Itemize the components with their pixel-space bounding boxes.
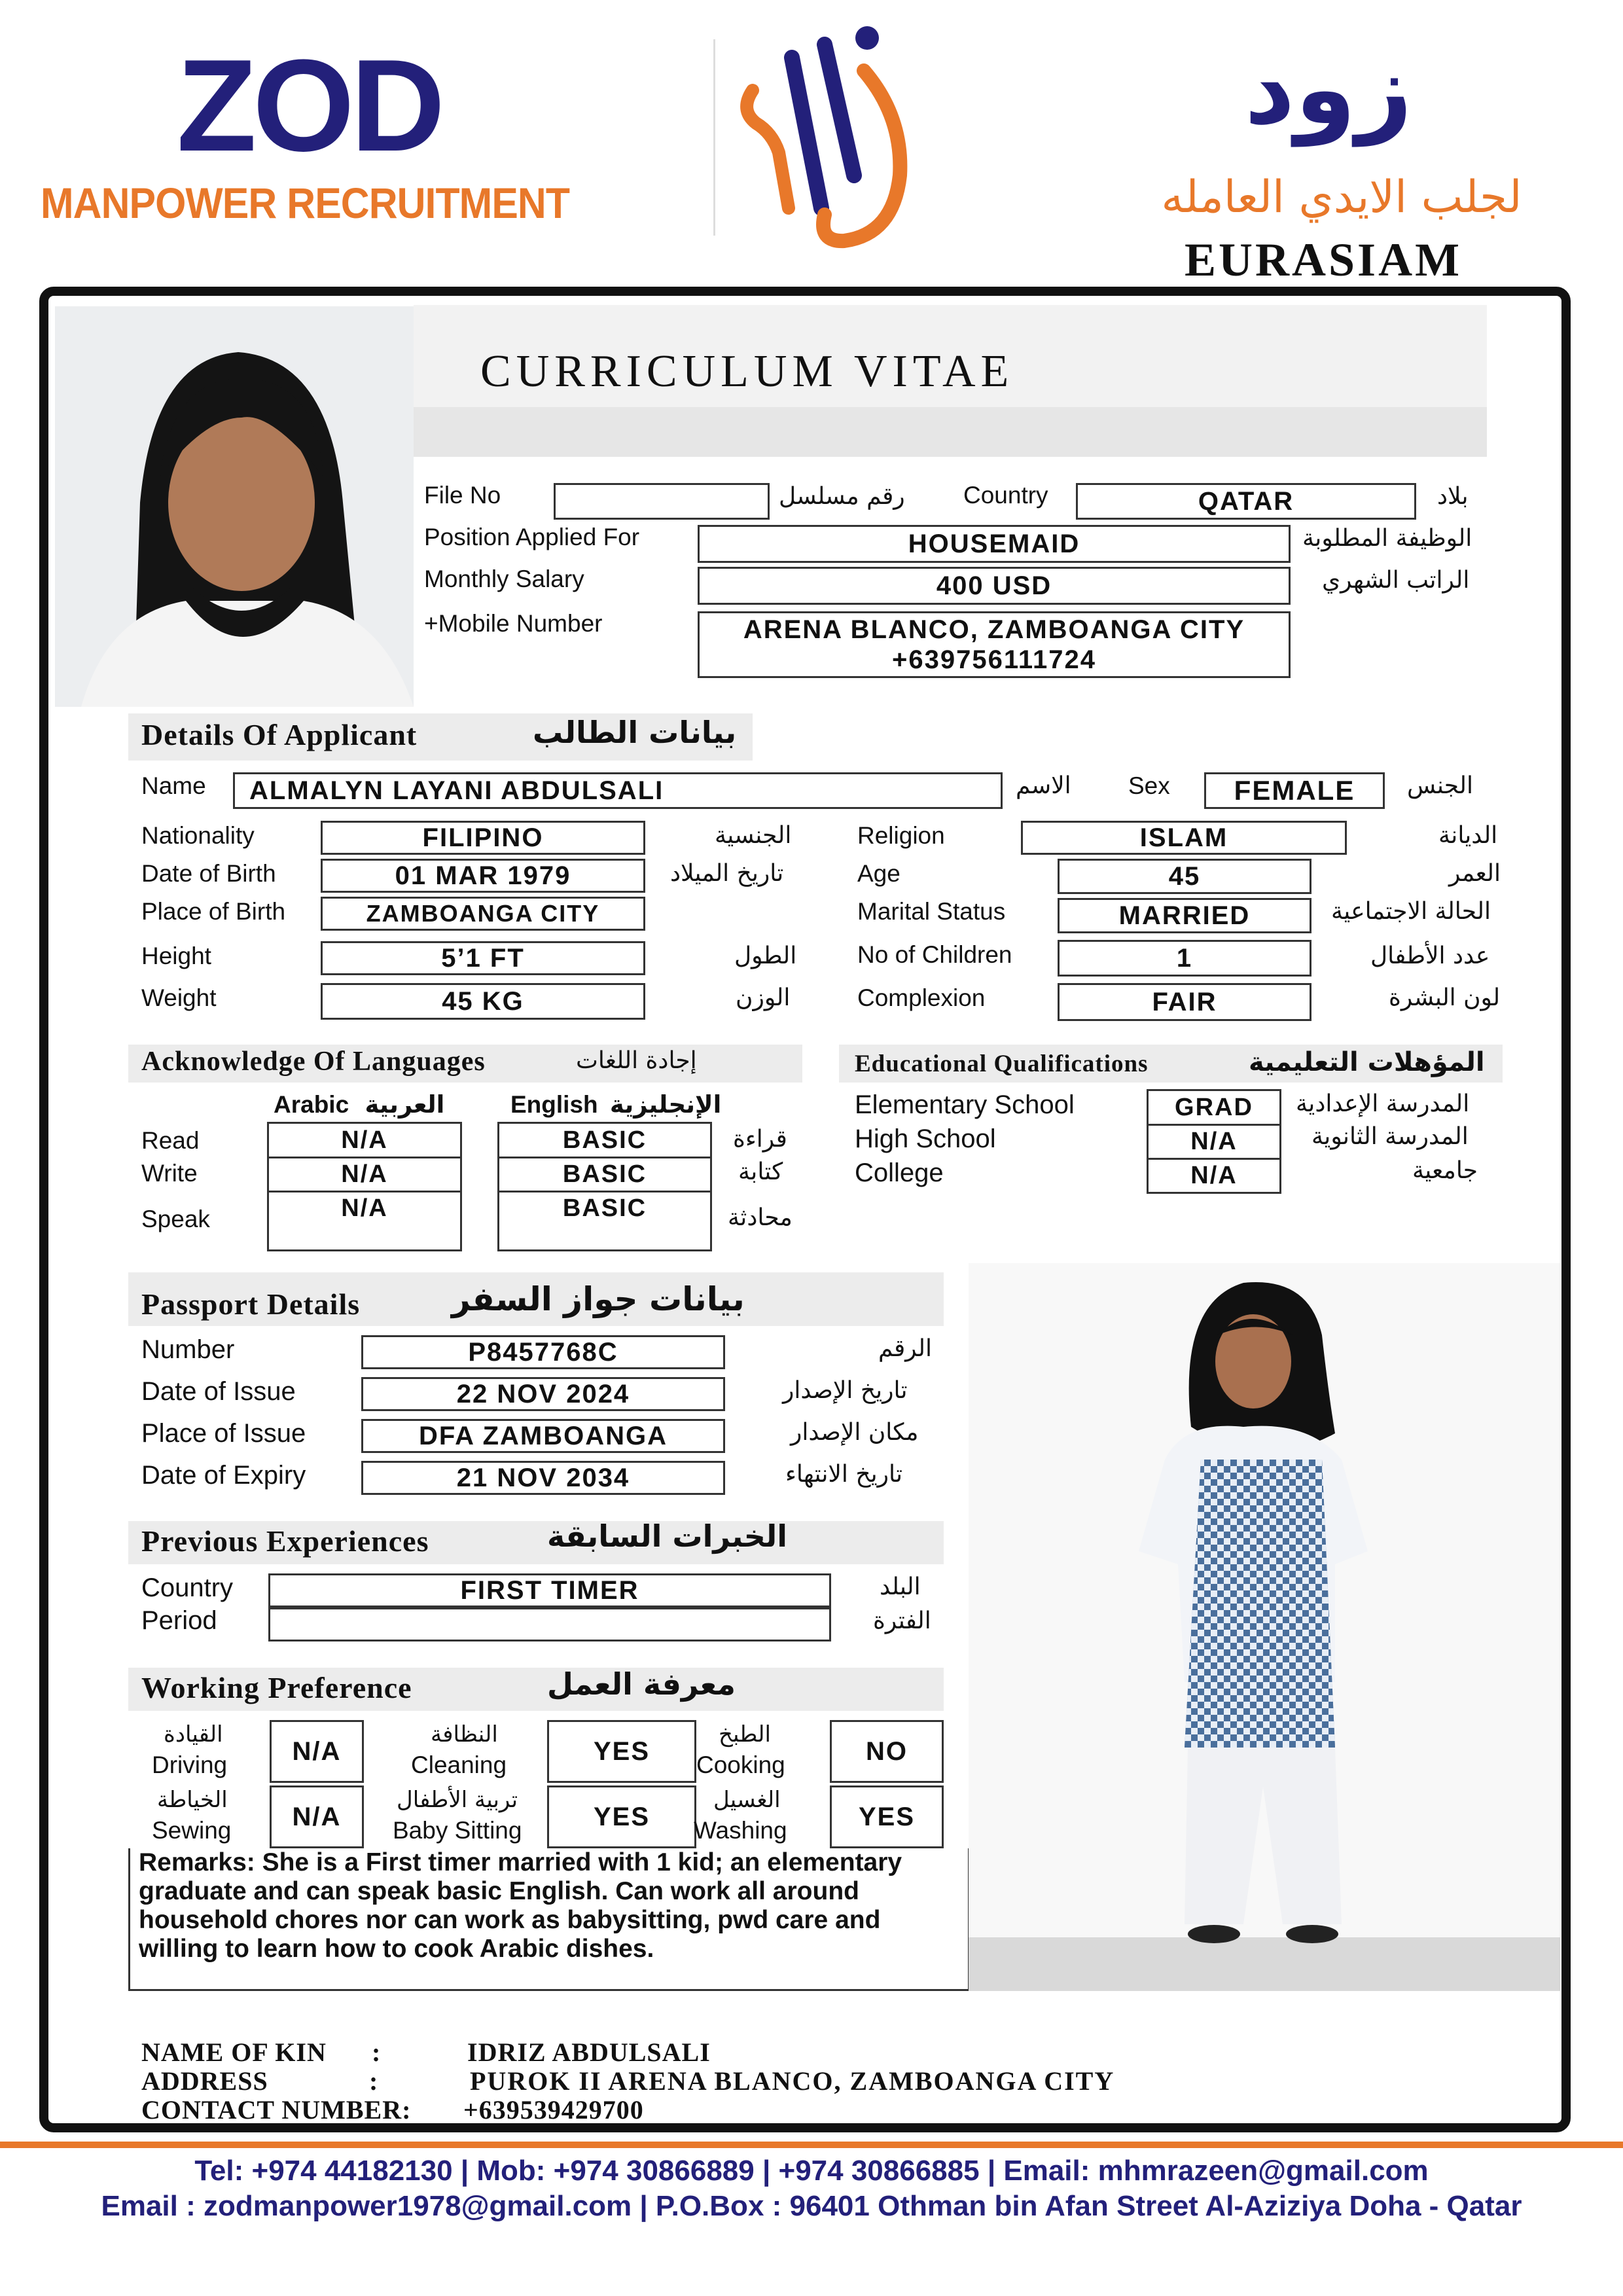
english-speak-value[interactable]: BASIC: [562, 1194, 647, 1222]
kin-contact-label: CONTACT NUMBER:: [141, 2095, 412, 2125]
pob-label: Place of Birth: [141, 898, 286, 925]
issue-date-label-ar: تاريخ الإصدار: [783, 1377, 908, 1404]
logo-divider: [713, 39, 715, 236]
applicant-portrait-photo: [55, 306, 414, 707]
baby-sitting-label-ar: تربية الأطفال: [397, 1787, 518, 1813]
cooking-label-ar: الطبخ: [719, 1721, 771, 1748]
emblem-stroke-orange-left: [747, 90, 789, 208]
exp-country-label: Country: [141, 1573, 234, 1602]
emblem-stroke-navy-2: [825, 45, 854, 175]
english-grid-divider-2: [499, 1191, 710, 1193]
footer-line-2: Email : zodmanpower1978@gmail.com | P.O.Box : 96401 Othman bin Afan Street Al-Aziziya Doha - Qatar: [101, 2190, 1522, 2222]
kin-name-label: NAME OF KIN: [141, 2037, 327, 2067]
washing-label-ar: الغسيل: [713, 1787, 781, 1813]
name-field[interactable]: ALMALYN LAYANI ABDULSALI: [233, 772, 1003, 809]
cleaning-label: Cleaning: [411, 1751, 507, 1778]
age-label: Age: [857, 860, 901, 887]
emblem-dot: [855, 26, 879, 50]
emblem-stroke-navy-1: [792, 58, 821, 208]
complexion-label-ar: لون البشرة: [1389, 984, 1501, 1011]
position-field[interactable]: HOUSEMAID: [698, 525, 1291, 563]
preference-section-title-ar: معرفة العمل: [547, 1666, 736, 1702]
exp-period-field[interactable]: [268, 1607, 831, 1641]
cooking-label: Cooking: [696, 1751, 785, 1778]
height-field[interactable]: 5’1 FT: [321, 941, 645, 975]
arabic-col-label-ar: العربية: [365, 1090, 445, 1119]
weight-field[interactable]: 45 KG: [321, 983, 645, 1020]
sex-label-ar: الجنس: [1407, 772, 1473, 799]
driving-label-ar: القيادة: [164, 1721, 223, 1748]
mobile-field[interactable]: [698, 611, 1291, 678]
marital-status-field[interactable]: MARRIED: [1058, 898, 1311, 933]
college-label: College: [855, 1158, 944, 1187]
kin-contact-value: +639539429700: [463, 2095, 644, 2125]
nationality-field[interactable]: FILIPINO: [321, 821, 645, 855]
religion-field[interactable]: ISLAM: [1021, 821, 1347, 855]
english-write-value[interactable]: BASIC: [562, 1160, 647, 1188]
highschool-label: High School: [855, 1124, 996, 1153]
arabic-write-value[interactable]: N/A: [341, 1160, 388, 1188]
weight-label: Weight: [141, 984, 217, 1011]
expiry-date-field[interactable]: 21 NOV 2034: [361, 1461, 725, 1495]
education-grid-divider-2: [1149, 1158, 1279, 1160]
experience-section-title: Previous Experiences: [141, 1524, 429, 1558]
write-label: Write: [141, 1160, 198, 1187]
file-no-label: File No: [424, 482, 501, 509]
height-label: Height: [141, 942, 211, 969]
logo-right-arabic-subtitle: لجلب الايدي العامله: [1161, 171, 1522, 223]
cleaning-value[interactable]: YES: [547, 1720, 696, 1783]
nationality-label: Nationality: [141, 822, 255, 849]
mobile-label: +Mobile Number: [424, 610, 603, 637]
dob-label: Date of Birth: [141, 860, 276, 887]
country-label-ar: بلاد: [1437, 483, 1469, 510]
arabic-col-label: [274, 1090, 444, 1119]
logo-left-title: ZOD: [177, 33, 442, 179]
salary-label: Monthly Salary: [424, 565, 584, 592]
passport-section-title: Passport Details: [141, 1287, 361, 1321]
complexion-field[interactable]: FAIR: [1058, 983, 1311, 1021]
experience-section-title-ar: الخبرات السابقة: [547, 1518, 787, 1554]
cv-title: CURRICULUM VITAE: [480, 346, 1014, 397]
exp-country-label-ar: البلد: [880, 1573, 921, 1600]
arabic-read-value[interactable]: N/A: [341, 1126, 388, 1154]
nationality-label-ar: الجنسية: [715, 822, 792, 849]
arabic-speak-value[interactable]: N/A: [341, 1194, 388, 1222]
arabic-grid-divider-2: [269, 1191, 460, 1193]
sewing-value[interactable]: N/A: [270, 1785, 364, 1848]
education-grid-divider-1: [1149, 1124, 1279, 1126]
height-label-ar: الطول: [734, 942, 797, 969]
religion-label: Religion: [857, 822, 945, 849]
washing-label: Washing: [694, 1817, 787, 1844]
position-label-ar: الوظيفة المطلوبة: [1302, 525, 1472, 552]
issue-place-label-ar: مكان الإصدار: [791, 1419, 919, 1446]
children-label-ar: عدد الأطفال: [1370, 942, 1490, 969]
children-label: No of Children: [857, 941, 1012, 968]
arabic-language-grid: [267, 1122, 462, 1251]
kin-address-label: ADDRESS: [141, 2066, 268, 2096]
elementary-label-ar: المدرسة الإعدادية: [1296, 1090, 1470, 1117]
applicant-section-title: Details Of Applicant: [141, 718, 418, 751]
age-field[interactable]: 45: [1058, 859, 1311, 894]
driving-label: Driving: [152, 1751, 228, 1778]
children-field[interactable]: 1: [1058, 940, 1311, 977]
elementary-label: Elementary School: [855, 1090, 1075, 1119]
read-label-ar: قراءة: [733, 1126, 787, 1153]
languages-section-title: Acknowledge Of Languages: [141, 1047, 486, 1077]
country-field[interactable]: QATAR: [1076, 483, 1416, 520]
sewing-label: Sewing: [152, 1817, 232, 1844]
footer-divider: [0, 2142, 1623, 2148]
english-col-label-ar: الإنجليزية: [609, 1090, 722, 1119]
cleaning-label-ar: النظافة: [431, 1721, 498, 1748]
sex-field[interactable]: FEMALE: [1204, 772, 1385, 809]
dob-field[interactable]: 01 MAR 1979: [321, 859, 645, 893]
exp-period-label-ar: الفترة: [873, 1607, 931, 1634]
passport-number-label-ar: الرقم: [878, 1335, 933, 1362]
mobile-field-line-1: ARENA BLANCO, ZAMBOANGA CITY: [743, 615, 1245, 644]
exp-period-label: Period: [141, 1606, 217, 1635]
name-label: Name: [141, 772, 206, 799]
kin-name-colon: :: [372, 2037, 381, 2067]
college-label-ar: جامعية: [1412, 1157, 1478, 1184]
passport-section-title-ar: بيانات جواز السفر: [452, 1280, 745, 1318]
education-grid: [1147, 1089, 1281, 1194]
age-label-ar: العمر: [1449, 860, 1501, 887]
logo-right-english: EURASIAM: [1185, 234, 1463, 286]
speak-label-ar: محادثة: [728, 1204, 793, 1231]
weight-label-ar: الوزن: [736, 984, 791, 1011]
expiry-date-label: Date of Expiry: [141, 1461, 306, 1490]
religion-label-ar: الديانة: [1438, 822, 1498, 849]
highschool-label-ar: المدرسة الثانوية: [1311, 1123, 1469, 1150]
baby-sitting-value[interactable]: YES: [547, 1785, 696, 1848]
kin-address-value: PUROK II ARENA BLANCO, ZAMBOANGA CITY: [470, 2066, 1115, 2096]
pob-field[interactable]: ZAMBOANGA CITY: [321, 897, 645, 931]
issue-place-field[interactable]: DFA ZAMBOANGA: [361, 1419, 725, 1453]
preference-section-title: Working Preference: [141, 1671, 412, 1704]
read-label: Read: [141, 1127, 200, 1154]
education-section-title: Educational Qualifications: [855, 1050, 1149, 1077]
marital-status-label-ar: الحالة الاجتماعية: [1331, 898, 1491, 925]
kin-address-colon: :: [369, 2066, 378, 2096]
file-no-field[interactable]: [554, 483, 770, 520]
english-language-grid: [497, 1122, 712, 1251]
highschool-value[interactable]: N/A: [1190, 1128, 1238, 1155]
arabic-col-label-en: Arabic: [274, 1091, 349, 1118]
issue-date-label: Date of Issue: [141, 1377, 296, 1406]
english-read-value[interactable]: BASIC: [562, 1126, 647, 1154]
baby-sitting-label: Baby Sitting: [393, 1817, 522, 1844]
header: [0, 0, 1623, 288]
footer-line-1: Tel: +974 44182130 | Mob: +974 30866889 | +974 30866885 | Email: mhmrazeen@gmail.com: [194, 2155, 1429, 2187]
speak-label: Speak: [141, 1206, 210, 1232]
salary-field[interactable]: 400 USD: [698, 567, 1291, 605]
file-no-label-ar: رقم مسلسل: [779, 483, 905, 510]
country-label: Country: [963, 482, 1048, 509]
applicant-full-body-photo: [969, 1263, 1560, 1991]
english-grid-divider-1: [499, 1157, 710, 1158]
washing-value[interactable]: YES: [830, 1785, 944, 1848]
passport-number-label: Number: [141, 1335, 235, 1364]
write-label-ar: كتابة: [738, 1158, 783, 1185]
languages-section-title-ar: إجادة اللغات: [576, 1047, 697, 1074]
exp-country-field[interactable]: FIRST TIMER: [268, 1573, 831, 1607]
kin-name-value: IDRIZ ABDULSALI: [467, 2037, 711, 2067]
cv-title-divider: [414, 407, 1487, 457]
sex-label: Sex: [1128, 772, 1170, 799]
logo-right-arabic-title: زود: [1244, 33, 1413, 147]
remarks-text: Remarks: She is a First timer married with 1 kid; an elementary graduate and can speak basic English. Can work all around household chores nor can work as babysitting, pwd care and willing to learn how to cook Arabic dishes.: [139, 1848, 902, 1963]
cooking-value[interactable]: NO: [830, 1720, 944, 1783]
complexion-label: Complexion: [857, 984, 986, 1011]
issue-place-label: Place of Issue: [141, 1419, 306, 1448]
name-label-ar: الاسم: [1016, 772, 1071, 799]
applicant-section-title-ar: بيانات الطالب: [533, 715, 737, 750]
passport-number-field[interactable]: P8457768C: [361, 1335, 725, 1369]
elementary-value[interactable]: GRAD: [1175, 1094, 1253, 1121]
issue-date-field[interactable]: 22 NOV 2024: [361, 1377, 725, 1411]
english-col-label-en: English: [510, 1091, 598, 1118]
mobile-field-line-2: +639756111724: [892, 645, 1096, 674]
position-label: Position Applied For: [424, 524, 640, 550]
english-col-label: [510, 1090, 721, 1119]
arabic-grid-divider-1: [269, 1157, 460, 1158]
zod-emblem-icon: [733, 12, 929, 254]
college-value[interactable]: N/A: [1190, 1162, 1238, 1189]
education-section-title-ar: المؤهلات التعليمية: [1249, 1047, 1485, 1077]
marital-status-label: Marital Status: [857, 898, 1006, 925]
expiry-date-label-ar: تاريخ الانتهاء: [785, 1461, 902, 1488]
dob-label-ar: تاريخ الميلاد: [670, 860, 784, 887]
logo-left-subtitle: MANPOWER RECRUITMENT: [41, 179, 570, 227]
sewing-label-ar: الخياطة: [157, 1787, 228, 1813]
salary-label-ar: الراتب الشهري: [1322, 567, 1470, 594]
driving-value[interactable]: N/A: [270, 1720, 364, 1783]
